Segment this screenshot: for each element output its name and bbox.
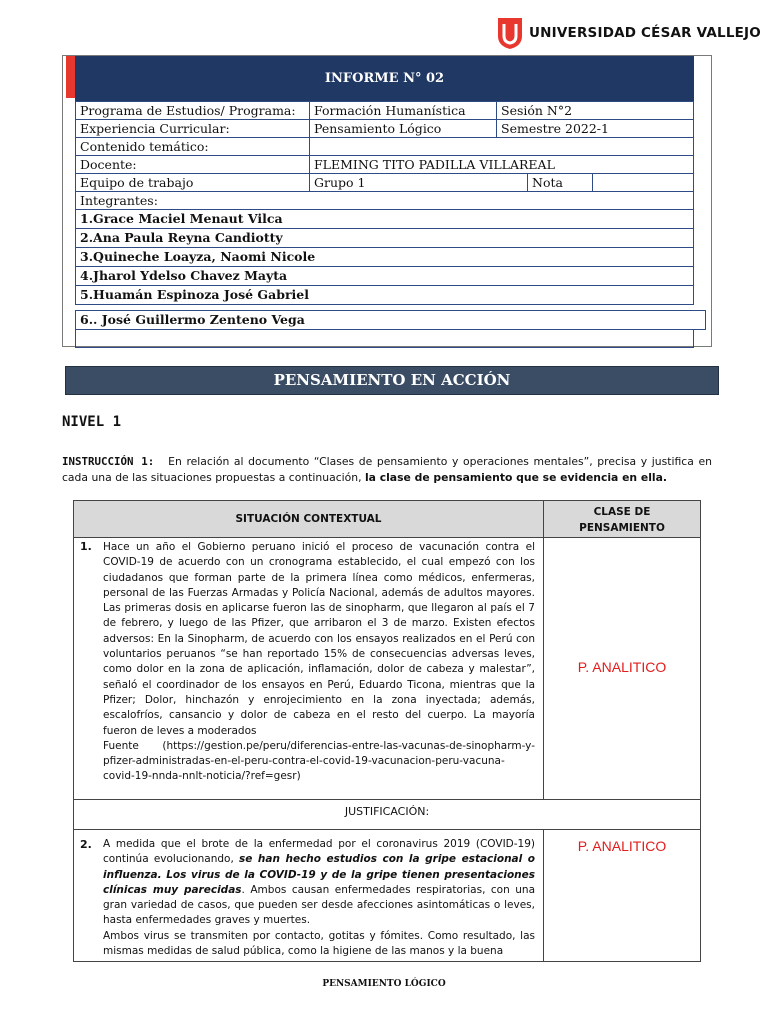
situation-2-bold: se han hecho estudios con la gripe estacional o influenza. Los virus de la COVID-19 y de la gripe tienen presentaciones clínicas muy parecidas (103, 853, 535, 896)
member-row (75, 285, 694, 305)
equipo-label: Equipo de trabajo (80, 175, 194, 190)
red-accent-bar (66, 56, 75, 98)
row-divider (73, 829, 701, 830)
situation-2-part-b: . Ambos causan enfermedades respiratorias, con una gran variedad de casos, que pueden ser desde afecciones asintomáticas o leves, hasta enfermedades graves y muertes. (103, 883, 535, 927)
programa-value: Formación Humanística (309, 102, 496, 119)
member-row (75, 266, 694, 286)
situation-1-source: Fuente (https://gestion.pe/peru/diferencias-entre-las-vacunas-de-sinopharm-y-pfizer-administradas-en-el-peru-contra-el-covid-19-vacunacion-peru-vacuna-covid-19-nnda-nnlt-noticia/?ref=gesr) (103, 739, 535, 783)
instruction-text: En relación al documento “Clases de pensamiento y operaciones mentales”, precisa y justifica en cada una de las situaciones propuestas a continuación, (62, 455, 712, 484)
integrantes-label: Integrantes: (80, 193, 158, 208)
informe-title: INFORME N° 02 (75, 56, 694, 101)
experiencia-value: Pensamiento Lógico (309, 120, 496, 137)
docente-value: FLEMING TITO PADILLA VILLAREAL (309, 156, 693, 173)
experiencia-label: Experiencia Curricular: (80, 121, 230, 136)
member-row (75, 209, 694, 229)
situation-2-text (103, 837, 535, 961)
row-number: 1. (80, 540, 92, 553)
university-name: UNIVERSIDAD CÉSAR VALLEJO (529, 25, 761, 41)
situation-2-part-a: A medida que el brote de la enfermedad por el coronavirus 2019 (COVID-19) continúa evolucionando, (103, 838, 535, 866)
equipo-value: Grupo 1 (309, 174, 527, 191)
sesion-value: Sesión N°2 (496, 102, 693, 119)
empty-row (75, 330, 694, 348)
row-experiencia (75, 119, 694, 138)
member-name: 5.Huamán Espinoza José Gabriel (80, 287, 309, 302)
member-name: 2.Ana Paula Reyna Candiotty (80, 230, 283, 245)
situation-2-part-c: Ambos virus se transmiten por contacto, gotitas y fómites. Como resultado, las mismas medidas de salud pública, como la higiene de las manos y la buena (103, 929, 535, 958)
semestre-value: Semestre 2022-1 (496, 120, 693, 137)
member-name: 3.Quineche Loayza, Naomi Nicole (80, 249, 316, 264)
member-row (75, 228, 694, 248)
contenido-label: Contenido temático: (80, 139, 209, 154)
header-divider (73, 537, 701, 538)
row-contenido (75, 137, 694, 156)
member-name: 4.Jharol Ydelso Chavez Mayta (80, 268, 288, 283)
programa-label: Programa de Estudios/ Programa: (80, 103, 296, 118)
row-programa (75, 101, 694, 120)
instruction-emphasis: la clase de pensamiento que se evidencia en ella. (364, 471, 667, 484)
section-title: PENSAMIENTO EN ACCIÓN (65, 366, 719, 395)
row-docente (75, 155, 694, 174)
instruction-paragraph (62, 454, 712, 486)
row-integrantes (75, 191, 694, 210)
contenido-value (309, 138, 693, 155)
situation-1-text (103, 540, 535, 785)
justificacion-label: JUSTIFICACIÓN: (344, 805, 430, 818)
column-divider (543, 500, 544, 962)
situacion-header: SITUACIÓN CONTEXTUAL (235, 513, 382, 525)
instruction-lead: INSTRUCCIÓN 1: (62, 455, 155, 468)
university-logo (497, 12, 762, 56)
answer-1: P. ANALITICO (577, 659, 667, 675)
row-divider (73, 799, 701, 800)
row-equipo (75, 173, 694, 192)
member-name: 1.Grace Maciel Menaut Vilca (80, 211, 283, 226)
clase-header: CLASE DE PENSAMIENTO (579, 506, 665, 534)
nota-label: Nota (527, 174, 592, 191)
situation-1-body: Hace un año el Gobierno peruano inició el proceso de vacunación contra el COVID-19 de acuerdo con un cronograma establecido, el cual empezó con los ciudadanos que forman parte de la primera línea como médicos, enfermeras, personal de las Fuerzas Armadas y Policía Nacional, además de adultos mayores. Las primeras dosis en aplicarse fueron las de sinopharm, que llegaron al país el 7 de febrero, y luego de las Pfizer, que arribaron el 3 de marzo. Existen efectos adversos: En la Sinopharm, de acuerdo con los ensayos realizados en el Perú con voluntarios peruanos “se han reportado 15% de consecuencias adversas leves, como dolor en la zona de aplicación, inflamación, dolor de cabeza y malestar”, señaló el coordinador de los ensayos en Perú, Eduardo Ticona, mientras que la Pfizer; Dolor, hinchazón y enrojecimiento en la zona inyectada; además, escalofríos, cansancio y dolor de cabeza en el resto del cuerpo. La mayoría fueron de leves a moderados (103, 541, 535, 737)
member-row (75, 247, 694, 267)
row-number: 2. (80, 838, 92, 851)
ucv-emblem-icon (497, 16, 523, 50)
nivel-heading: NIVEL 1 (62, 414, 122, 430)
answer-2: P. ANALITICO (577, 838, 667, 854)
docente-label: Docente: (80, 157, 137, 172)
member-name: 6.. José Guillermo Zenteno Vega (75, 310, 706, 330)
nota-value (592, 174, 693, 191)
page-footer: PENSAMIENTO LÓGICO (322, 979, 446, 989)
